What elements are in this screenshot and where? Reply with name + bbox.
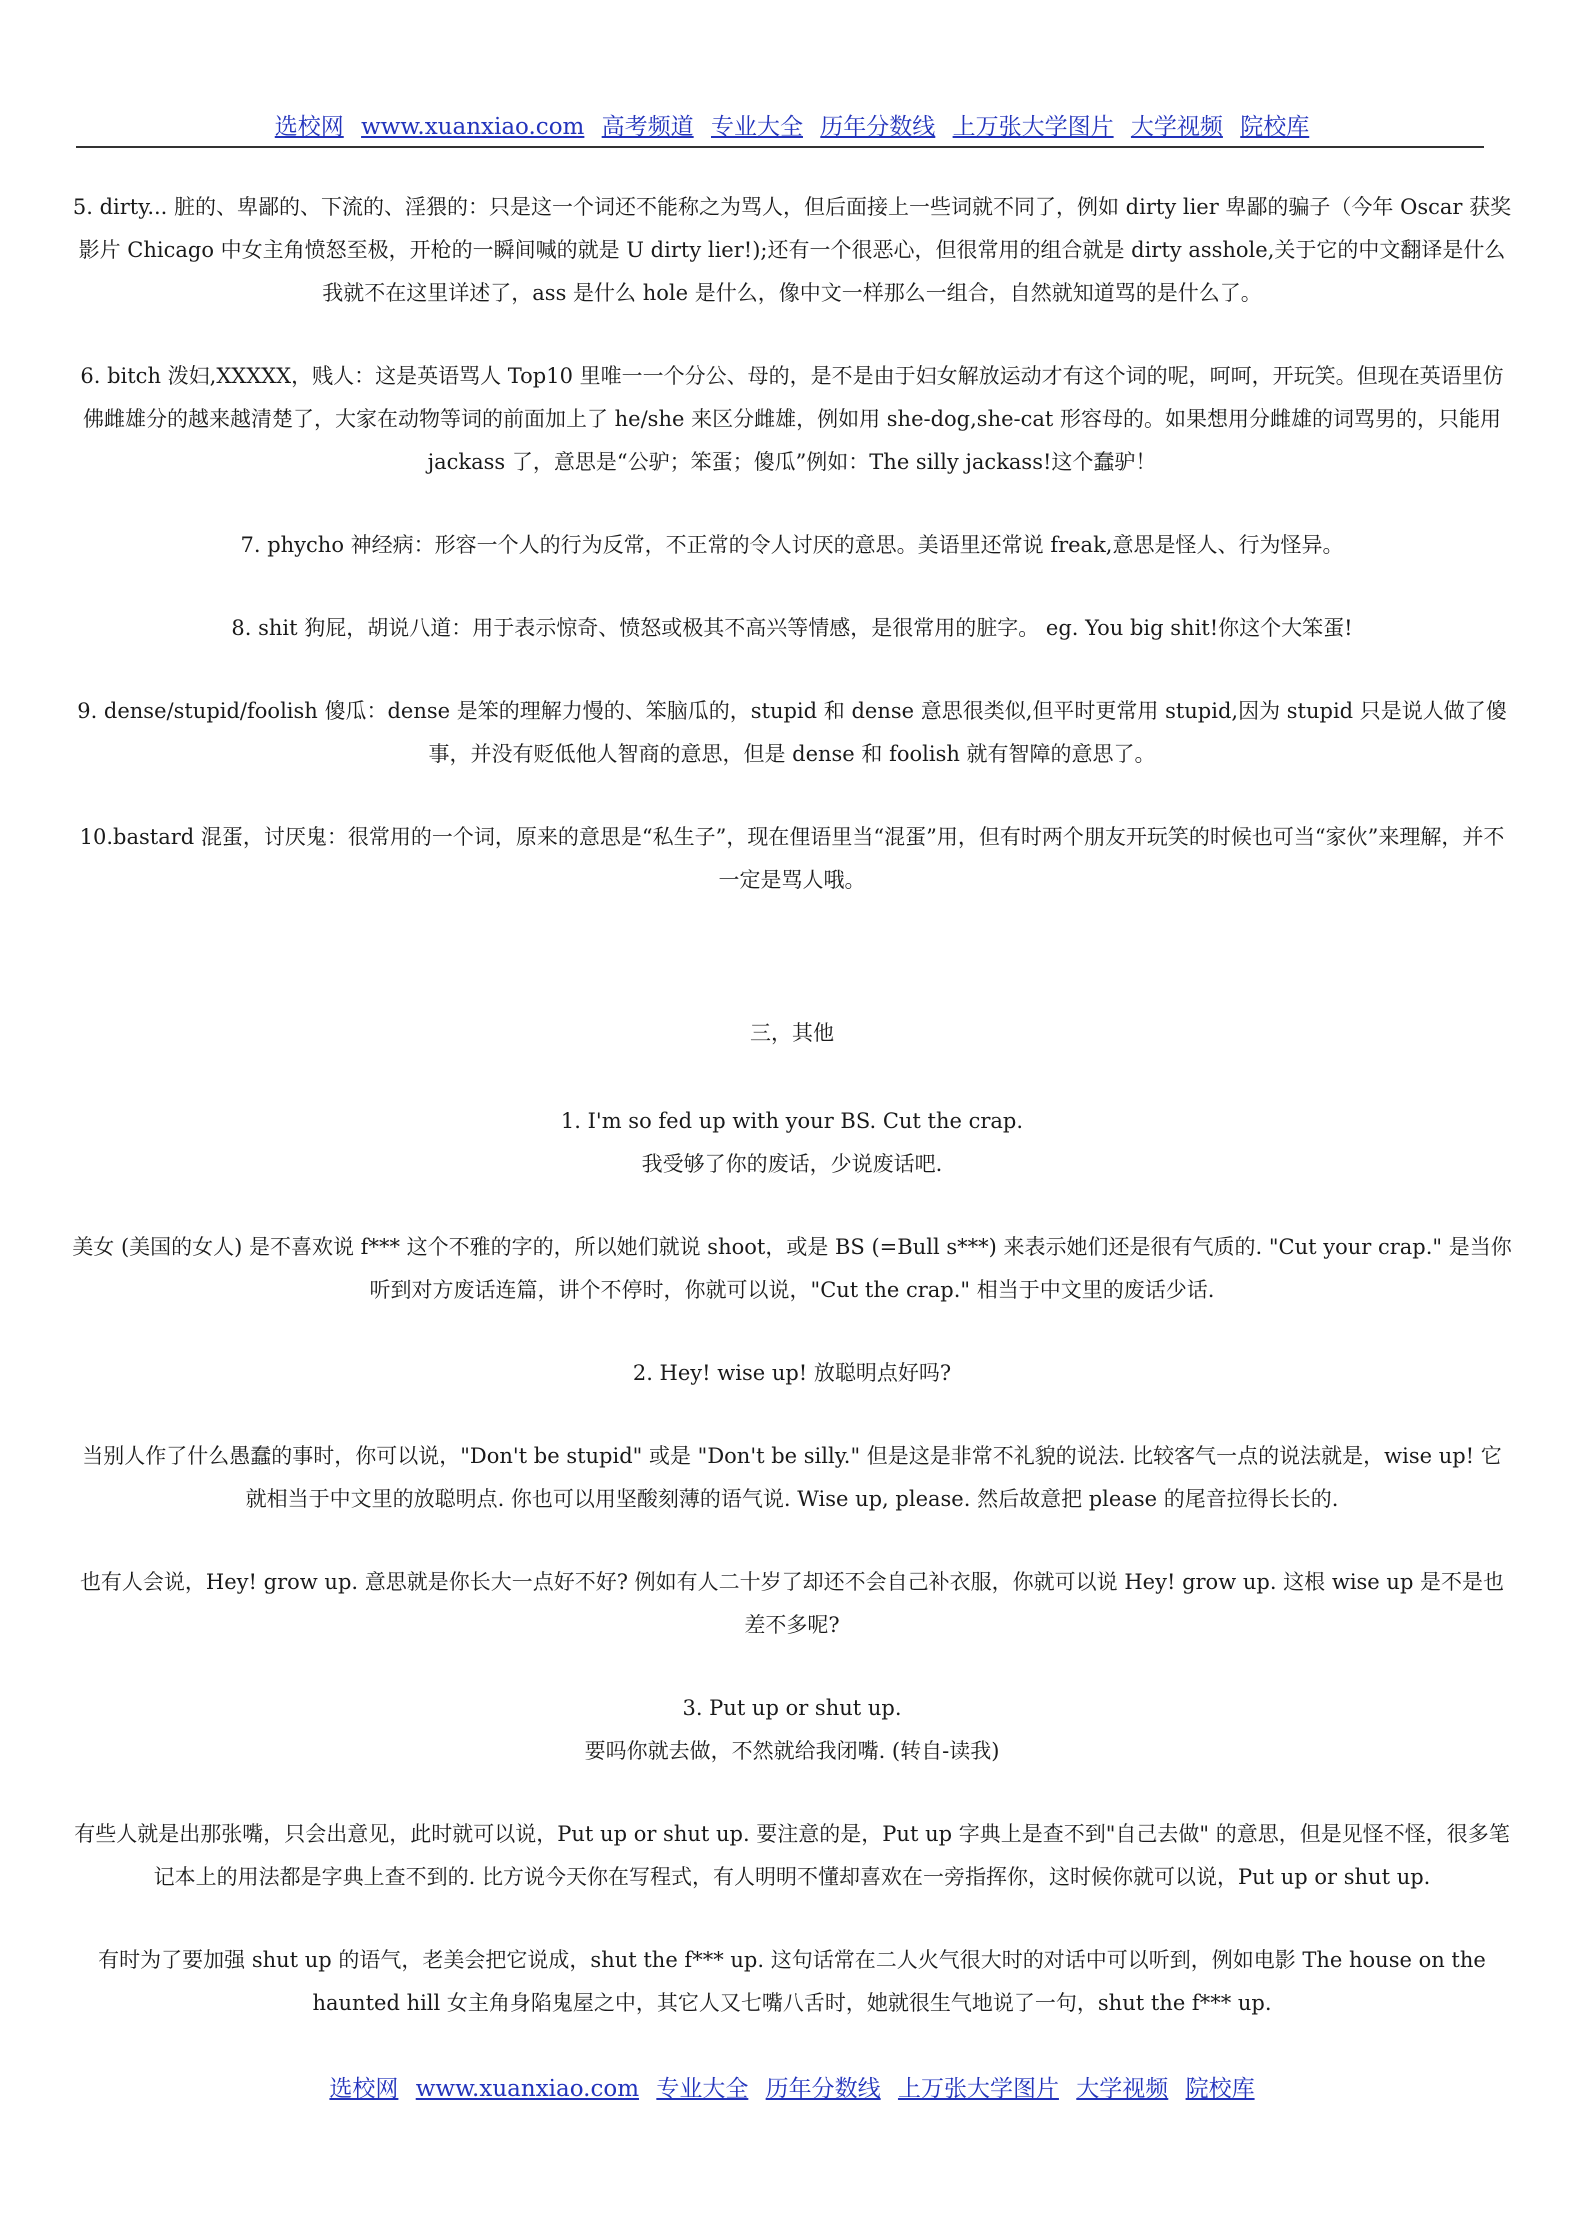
example-3-chinese: 要吗你就去做，不然就给我闭嘴. (转自-读我) bbox=[584, 1739, 1000, 1763]
example-2-note-2: 也有人会说，Hey! grow up. 意思就是你长大一点好不好? 例如有人二十岁了却还不会自己补衣服，你就可以说 Hey! grow up. 这根 wise up 是不是也差不多呢? bbox=[79, 1570, 1505, 1637]
nav-link-photos[interactable]: 上万张大学图片 bbox=[952, 114, 1114, 140]
section-title: 三，其他 bbox=[750, 1021, 834, 1045]
example-1-chinese: 我受够了你的废话，少说废话吧. bbox=[641, 1152, 943, 1176]
footer-link-photos[interactable]: 上万张大学图片 bbox=[897, 2076, 1059, 2102]
nav-link-xuanxiao[interactable]: 选校网 bbox=[274, 114, 344, 140]
example-1-note: 美女 (美国的女人) 是不喜欢说 f*** 这个不雅的字的，所以她们就说 shoot，或是 BS (=Bull s***) 来表示她们还是很有气质的. "Cut your crap." 是当你听到对方废话连篇，讲个不停时，你就可以说，"Cut the crap." 相当于中文里的废话少话. bbox=[72, 1235, 1512, 1302]
nav-link-schools[interactable]: 院校库 bbox=[1240, 114, 1310, 140]
footer-link-majors[interactable]: 专业大全 bbox=[656, 2076, 749, 2102]
footer-link-scores[interactable]: 历年分数线 bbox=[765, 2076, 881, 2102]
nav-link-gaokao[interactable]: 高考频道 bbox=[601, 114, 694, 140]
paragraph-bastard: 10.bastard 混蛋，讨厌鬼：很常用的一个词，原来的意思是“私生子”，现在俚语里当“混蛋”用，但有时两个朋友开玩笑的时候也可当“家伙”来理解，并不一定是骂人哦。 bbox=[79, 825, 1505, 892]
header-divider bbox=[76, 146, 1484, 148]
example-3-english: 3. Put up or shut up. bbox=[682, 1696, 902, 1720]
footer-link-xuanxiao[interactable]: 选校网 bbox=[329, 2076, 399, 2102]
nav-link-website[interactable]: www.xuanxiao.com bbox=[361, 114, 585, 140]
paragraph-shit: 8. shit 狗屁，胡说八道：用于表示惊奇、愤怒或极其不高兴等情感，是很常用的脏字。 eg. You big shit!你这个大笨蛋! bbox=[231, 616, 1353, 640]
footer-link-schools[interactable]: 院校库 bbox=[1185, 2076, 1255, 2102]
example-3 bbox=[72, 1687, 1512, 1773]
header-nav bbox=[0, 112, 1584, 142]
nav-link-videos[interactable]: 大学视频 bbox=[1130, 114, 1223, 140]
example-2-note-1: 当别人作了什么愚蠢的事时，你可以说，"Don't be stupid" 或是 "Don't be silly." 但是这是非常不礼貌的说法. 比较客气一点的说法就是，wise up! 它就相当于中文里的放聪明点. 你也可以用坚酸刻薄的语气说. Wise up, please. 然后故意把 please 的尾音拉得长长的. bbox=[82, 1444, 1502, 1511]
paragraph-dirty: 5. dirty... 脏的、卑鄙的、下流的、淫猥的：只是这一个词还不能称之为骂人，但后面接上一些词就不同了，例如 dirty lier 卑鄙的骗子（今年 Oscar 获奖影片 Chicago 中女主角愤怒至极，开枪的一瞬间喊的就是 U dirty lier!);还有一个很恶心，但很常用的组合就是 dirty asshole,关于它的中文翻译是什么我就不在这里详述了，ass 是什么 hole 是什么，像中文一样那么一组合，自然就知道骂的是什么了。 bbox=[72, 195, 1512, 305]
example-2: 2. Hey! wise up! 放聪明点好吗? bbox=[632, 1361, 952, 1385]
nav-link-majors[interactable]: 专业大全 bbox=[710, 114, 803, 140]
paragraph-bitch: 6. bitch 泼妇,XXXXX，贱人：这是英语骂人 Top10 里唯一一个分公、母的，是不是由于妇女解放运动才有这个词的呢，呵呵，开玩笑。但现在英语里仿佛雌雄分的越来越清楚了，大家在动物等词的前面加上了 he/she 来区分雌雄，例如用 she-dog,she-cat 形容母的。如果想用分雌雄的词骂男的，只能用 jackass 了，意思是“公驴；笨蛋；傻瓜”例如：The silly jackass!这个蠢驴！ bbox=[80, 364, 1504, 474]
example-1-english: 1. I'm so fed up with your BS. Cut the crap. bbox=[560, 1109, 1024, 1133]
paragraph-phycho: 7. phycho 神经病：形容一个人的行为反常，不正常的令人讨厌的意思。美语里还常说 freak,意思是怪人、行为怪异。 bbox=[240, 533, 1344, 557]
example-3-note-1: 有些人就是出那张嘴，只会出意见，此时就可以说，Put up or shut up. 要注意的是，Put up 字典上是查不到"自己去做" 的意思，但是见怪不怪，很多笔记本上的用法都是字典上查不到的. 比方说今天你在写程式，有人明明不懂却喜欢在一旁指挥你，这时候你就可以说，Put up or shut up. bbox=[74, 1822, 1510, 1889]
footer-nav bbox=[0, 2074, 1584, 2104]
footer-link-videos[interactable]: 大学视频 bbox=[1076, 2076, 1169, 2102]
nav-link-scores[interactable]: 历年分数线 bbox=[820, 114, 936, 140]
footer-link-website[interactable]: www.xuanxiao.com bbox=[415, 2076, 640, 2102]
document-body bbox=[72, 186, 1512, 2065]
example-3-note-2: 有时为了要加强 shut up 的语气，老美会把它说成，shut the f*** up. 这句话常在二人火气很大时的对话中可以听到，例如电影 The house on the haunted hill 女主角身陷鬼屋之中，其它人又七嘴八舌时，她就很生气地说了一句，shut the f*** up. bbox=[98, 1948, 1486, 2015]
paragraph-dense: 9. dense/stupid/foolish 傻瓜：dense 是笨的理解力慢的、笨脑瓜的，stupid 和 dense 意思很类似,但平时更常用 stupid,因为 stupid 只是说人做了傻事，并没有贬低他人智商的意思，但是 dense 和 foolish 就有智障的意思了。 bbox=[77, 699, 1507, 766]
example-1 bbox=[72, 1100, 1512, 1186]
